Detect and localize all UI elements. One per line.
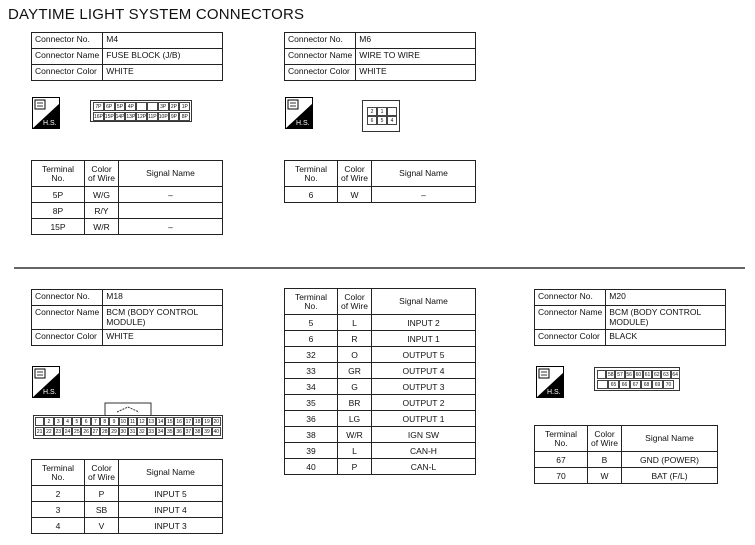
cell-terminal: 35	[285, 395, 338, 411]
connector-pin: 32	[139, 429, 145, 435]
connector-pin: 56	[626, 372, 632, 378]
cell-wire: W/R	[338, 427, 372, 443]
col-terminal: Terminal No.	[285, 161, 338, 187]
label: Connector Name	[285, 49, 356, 65]
connector-pin: 26	[83, 429, 89, 435]
cell-wire: W/G	[85, 187, 119, 203]
cell-terminal: 2	[32, 486, 85, 502]
cell-terminal: 33	[285, 363, 338, 379]
table-row	[285, 363, 476, 379]
label: Connector Name	[32, 49, 103, 65]
table-row	[285, 315, 476, 331]
cell-wire: V	[85, 518, 119, 534]
m4-info-table	[31, 32, 223, 81]
connector-pin: 27	[92, 429, 99, 435]
connector-pin: 69	[652, 380, 663, 389]
col-terminal: Terminal No.	[285, 289, 338, 315]
page-title: DAYTIME LIGHT SYSTEM CONNECTORS	[8, 6, 305, 23]
hs-icon	[32, 366, 60, 398]
connector-pin: 12	[139, 419, 145, 425]
connector-pin: 6P	[104, 102, 115, 111]
connector-pin	[597, 370, 606, 379]
connector-pin: 39	[204, 429, 210, 435]
cell-terminal: 6	[285, 187, 338, 203]
connector-pin: 5	[377, 116, 387, 125]
col-wire: Color of Wire	[588, 426, 622, 452]
label: Connector No.	[32, 33, 103, 49]
cell-terminal: 34	[285, 379, 338, 395]
value: M18	[103, 290, 223, 306]
connector-pin: 5P	[115, 102, 126, 111]
connector-pin: 67	[630, 380, 641, 389]
connector-pin: 62	[653, 372, 660, 378]
connector-pin: 65	[608, 380, 619, 389]
cell-signal: OUTPUT 3	[372, 379, 476, 395]
m4-terminal-table	[31, 160, 223, 235]
connector-pin: 1	[377, 107, 387, 116]
cell-wire: O	[338, 347, 372, 363]
connector-pin	[597, 380, 608, 389]
cell-wire: P	[85, 486, 119, 502]
table-row	[32, 219, 223, 235]
connector-pin: 9P	[169, 112, 180, 121]
connector-pin: 2P	[169, 102, 180, 111]
connector-pin: 10	[120, 419, 127, 425]
connector-pin: 3P	[158, 102, 169, 111]
connector-pin	[136, 102, 147, 111]
m18-info-table	[31, 289, 223, 346]
hs-icon	[32, 97, 60, 129]
cell-terminal: 40	[285, 459, 338, 475]
cell-signal: OUTPUT 1	[372, 411, 476, 427]
value: M20	[606, 290, 726, 306]
col-signal: Signal Name	[622, 426, 718, 452]
cell-terminal: 8P	[32, 203, 85, 219]
cell-signal: CAN-H	[372, 443, 476, 459]
cell-signal: BAT (F/L)	[622, 468, 718, 484]
cell-wire: L	[338, 315, 372, 331]
connector-pin: 33	[148, 429, 154, 435]
cell-signal: INPUT 2	[372, 315, 476, 331]
m18-terminal-table	[31, 459, 223, 534]
cell-terminal: 5	[285, 315, 338, 331]
connector-pin: 57	[617, 372, 623, 378]
connector-pin: 11P	[148, 114, 157, 120]
cell-signal: CAN-L	[372, 459, 476, 475]
connector-pin: 68	[641, 380, 652, 389]
m18-connector-face	[33, 402, 223, 439]
m6-info-table	[284, 32, 476, 81]
cell-terminal: 39	[285, 443, 338, 459]
connector-pin: 6	[81, 417, 90, 426]
cell-wire: LG	[338, 411, 372, 427]
m20-connector-face	[594, 367, 680, 391]
connector-pin: 64	[672, 372, 678, 378]
connector-pin: 16	[176, 419, 182, 425]
cell-signal: –	[119, 219, 223, 235]
table-row	[535, 468, 718, 484]
col-wire: Color of Wire	[85, 161, 119, 187]
hs-label: H.S.	[43, 389, 57, 396]
cell-signal: OUTPUT 4	[372, 363, 476, 379]
section-divider	[14, 267, 745, 269]
connector-pin: 14	[157, 419, 164, 425]
label: Connector Color	[32, 65, 103, 81]
value: WIRE TO WIRE	[356, 49, 476, 65]
value: BCM (BODY CONTROL MODULE)	[606, 306, 726, 330]
connector-pin: 15	[167, 419, 173, 425]
connector-pin: 61	[644, 372, 651, 378]
label: Connector No.	[32, 290, 103, 306]
value: WHITE	[356, 65, 476, 81]
table-row	[535, 452, 718, 468]
cell-wire: P	[338, 459, 372, 475]
cell-terminal: 32	[285, 347, 338, 363]
m4-connector-face	[90, 100, 192, 122]
connector-pin: 60	[635, 372, 642, 378]
connector-pin: 17	[185, 419, 192, 425]
table-row	[285, 347, 476, 363]
cell-terminal: 36	[285, 411, 338, 427]
connector-pin: 31	[129, 429, 136, 435]
connector-pin: 6	[367, 116, 377, 125]
cell-wire: G	[338, 379, 372, 395]
cell-signal	[119, 203, 223, 219]
cell-terminal: 15P	[32, 219, 85, 235]
col-terminal: Terminal No.	[32, 161, 85, 187]
cell-signal: INPUT 4	[119, 502, 223, 518]
cell-signal: OUTPUT 2	[372, 395, 476, 411]
connector-pin: 11	[128, 417, 137, 426]
connector-pin: 66	[619, 380, 630, 389]
connector-pin: 63	[663, 372, 669, 378]
connector-pin: 12P	[137, 114, 147, 120]
connector-pin: 2	[44, 417, 53, 426]
cell-wire: SB	[85, 502, 119, 518]
connector-pin: 8P	[179, 112, 190, 121]
col-signal: Signal Name	[119, 460, 223, 486]
connector-pin: 4	[387, 116, 397, 125]
col-wire: Color of Wire	[338, 289, 372, 315]
connector-pin: 40	[213, 429, 220, 435]
hs-icon	[536, 366, 564, 398]
cell-terminal: 3	[32, 502, 85, 518]
cell-wire: BR	[338, 395, 372, 411]
value: WHITE	[103, 330, 223, 346]
value: WHITE	[103, 65, 223, 81]
cell-signal: –	[372, 187, 476, 203]
connector-pin: 4	[63, 417, 72, 426]
connector-pin: 1P	[179, 102, 190, 111]
connector-pin: 58	[608, 372, 614, 378]
table-row	[32, 486, 223, 502]
connector-pin: 5	[72, 417, 81, 426]
table-row	[285, 427, 476, 443]
cell-signal: INPUT 3	[119, 518, 223, 534]
col-terminal: Terminal No.	[535, 426, 588, 452]
connector-pin: 21	[36, 429, 43, 435]
table-row	[285, 411, 476, 427]
cell-signal: INPUT 5	[119, 486, 223, 502]
connector-pin: 25	[74, 429, 80, 435]
connector-pin: 34	[157, 429, 164, 435]
value: M4	[103, 33, 223, 49]
connector-pin: 38	[194, 429, 201, 435]
hs-label: H.S.	[547, 389, 561, 396]
label: Connector Name	[32, 306, 103, 330]
table-row	[32, 187, 223, 203]
connector-pin: 23	[55, 429, 62, 435]
connector-pin: 13	[148, 419, 154, 425]
label: Connector No.	[285, 33, 356, 49]
connector-pin: 70	[663, 380, 674, 389]
table-row	[285, 331, 476, 347]
col-wire: Color of Wire	[85, 460, 119, 486]
label: Connector Name	[535, 306, 606, 330]
m20-info-table	[534, 289, 726, 346]
connector-pin: 15P	[104, 114, 114, 120]
col-signal: Signal Name	[119, 161, 223, 187]
label: Connector Color	[32, 330, 103, 346]
connector-pin: 36	[176, 429, 182, 435]
label: Connector No.	[535, 290, 606, 306]
connector-pin	[35, 417, 44, 426]
value: M6	[356, 33, 476, 49]
cell-wire: W	[588, 468, 622, 484]
cell-wire: R/Y	[85, 203, 119, 219]
cell-terminal: 38	[285, 427, 338, 443]
connector-pin: 30	[120, 429, 127, 435]
cell-wire: L	[338, 443, 372, 459]
connector-pin: 19	[204, 419, 210, 425]
cell-signal: OUTPUT 5	[372, 347, 476, 363]
connector-pin: 10P	[158, 114, 168, 120]
cell-wire: GR	[338, 363, 372, 379]
hs-icon	[285, 97, 313, 129]
cell-wire: W/R	[85, 219, 119, 235]
cell-signal: –	[119, 187, 223, 203]
cell-terminal: 70	[535, 468, 588, 484]
cell-terminal: 4	[32, 518, 85, 534]
cell-wire: R	[338, 331, 372, 347]
m18-terminal-table-cont	[284, 288, 476, 475]
table-row	[285, 395, 476, 411]
connector-pin: 22	[46, 429, 52, 435]
col-signal: Signal Name	[372, 161, 476, 187]
cell-terminal: 6	[285, 331, 338, 347]
table-row	[285, 443, 476, 459]
table-row	[32, 203, 223, 219]
cell-wire: W	[338, 187, 372, 203]
label: Connector Color	[285, 65, 356, 81]
hs-label: H.S.	[43, 120, 57, 127]
cell-terminal: 5P	[32, 187, 85, 203]
m6-terminal-table	[284, 160, 476, 203]
value: BLACK	[606, 330, 726, 346]
cell-signal: IGN SW	[372, 427, 476, 443]
connector-pin: 8	[100, 417, 109, 426]
label: Connector Color	[535, 330, 606, 346]
connector-pin: 14P	[115, 114, 125, 120]
cell-signal: GND (POWER)	[622, 452, 718, 468]
connector-pin: 18	[194, 419, 201, 425]
table-row	[32, 502, 223, 518]
m20-terminal-table	[534, 425, 718, 484]
table-row	[285, 187, 476, 203]
hs-label: H.S.	[296, 120, 310, 127]
col-signal: Signal Name	[372, 289, 476, 315]
col-terminal: Terminal No.	[32, 460, 85, 486]
connector-pin	[147, 102, 158, 111]
connector-pin	[387, 107, 397, 116]
connector-pin: 24	[64, 429, 71, 435]
table-row	[285, 459, 476, 475]
m6-connector-face	[362, 100, 400, 132]
connector-pin: 4P	[125, 102, 136, 111]
value: BCM (BODY CONTROL MODULE)	[103, 306, 223, 330]
connector-pin: 3	[54, 417, 63, 426]
connector-pin: 2	[367, 107, 377, 116]
cell-terminal: 67	[535, 452, 588, 468]
connector-pin: 20	[213, 419, 220, 425]
connector-pin: 35	[167, 429, 173, 435]
connector-pin: 29	[111, 429, 117, 435]
connector-pin: 28	[101, 429, 108, 435]
value: FUSE BLOCK (J/B)	[103, 49, 223, 65]
connector-pin: 7	[91, 417, 100, 426]
connector-pin: 13P	[126, 114, 136, 120]
table-row	[285, 379, 476, 395]
connector-pin: 16P	[94, 114, 103, 120]
col-wire: Color of Wire	[338, 161, 372, 187]
connector-pin: 7P	[93, 102, 104, 111]
connector-pin: 9	[109, 417, 118, 426]
cell-signal: INPUT 1	[372, 331, 476, 347]
table-row	[32, 518, 223, 534]
connector-pin: 37	[185, 429, 192, 435]
cell-wire: B	[588, 452, 622, 468]
